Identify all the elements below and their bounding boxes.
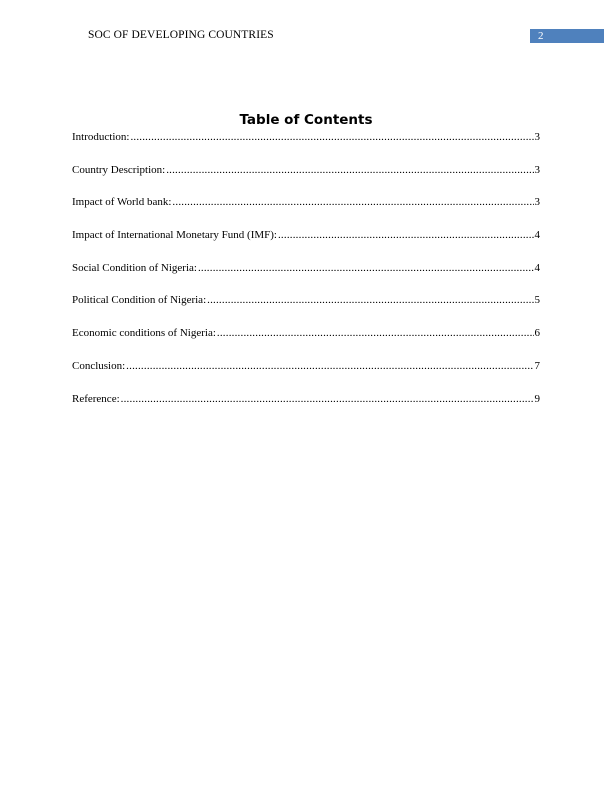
toc-entry-label: Economic conditions of Nigeria:: [72, 327, 216, 340]
toc-entry-label: Political Condition of Nigeria:: [72, 294, 207, 307]
toc-entry-social-condition[interactable]: [72, 262, 540, 295]
toc-entry-impact-world-bank[interactable]: [72, 196, 540, 229]
toc-entry-reference[interactable]: [72, 393, 540, 426]
toc-entry-economic-conditions[interactable]: [72, 327, 540, 360]
toc-entry-label: Reference:: [72, 392, 120, 405]
toc-entry-introduction[interactable]: [72, 131, 540, 164]
toc-entry-page: 9: [534, 392, 540, 405]
toc-entry-page: 3: [534, 131, 540, 143]
toc-dot-leader: [172, 196, 533, 208]
page-number: 2: [530, 29, 604, 43]
toc-dot-leader: [121, 393, 534, 405]
toc-entry-country-description[interactable]: [72, 164, 540, 197]
toc-entry-page: 7: [534, 359, 540, 372]
toc-entry-label: Impact of International Monetary Fund (IMF):: [72, 229, 277, 242]
running-head: SOC OF DEVELOPING COUNTRIES: [88, 29, 274, 41]
toc-entry-page: 4: [534, 261, 540, 274]
toc-list: [72, 131, 540, 425]
toc-entry-page: 4: [534, 229, 540, 242]
toc-entry-page: 6: [534, 327, 540, 340]
toc-entry-label: Conclusion:: [72, 359, 126, 372]
toc-dot-leader: [217, 327, 534, 339]
toc-entry-page: 5: [534, 294, 540, 307]
toc-entry-page: 3: [534, 196, 540, 209]
toc-entry-label: Country Description:: [72, 163, 166, 176]
toc-entry-label: Social Condition of Nigeria:: [72, 261, 197, 274]
toc-dot-leader: [126, 360, 533, 372]
toc-entry-conclusion[interactable]: [72, 360, 540, 393]
toc-dot-leader: [198, 262, 534, 274]
toc-entry-political-condition[interactable]: [72, 294, 540, 327]
toc-title: Table of Contents: [239, 112, 373, 128]
toc-dot-leader: [166, 164, 533, 176]
toc-dot-leader: [278, 229, 534, 241]
toc-entry-label: Introduction:: [72, 131, 130, 143]
toc-dot-leader: [207, 294, 533, 306]
toc-dot-leader: [130, 131, 533, 143]
toc-entry-impact-imf[interactable]: [72, 229, 540, 262]
toc-entry-page: 3: [534, 163, 540, 176]
toc-entry-label: Impact of World bank:: [72, 196, 172, 209]
